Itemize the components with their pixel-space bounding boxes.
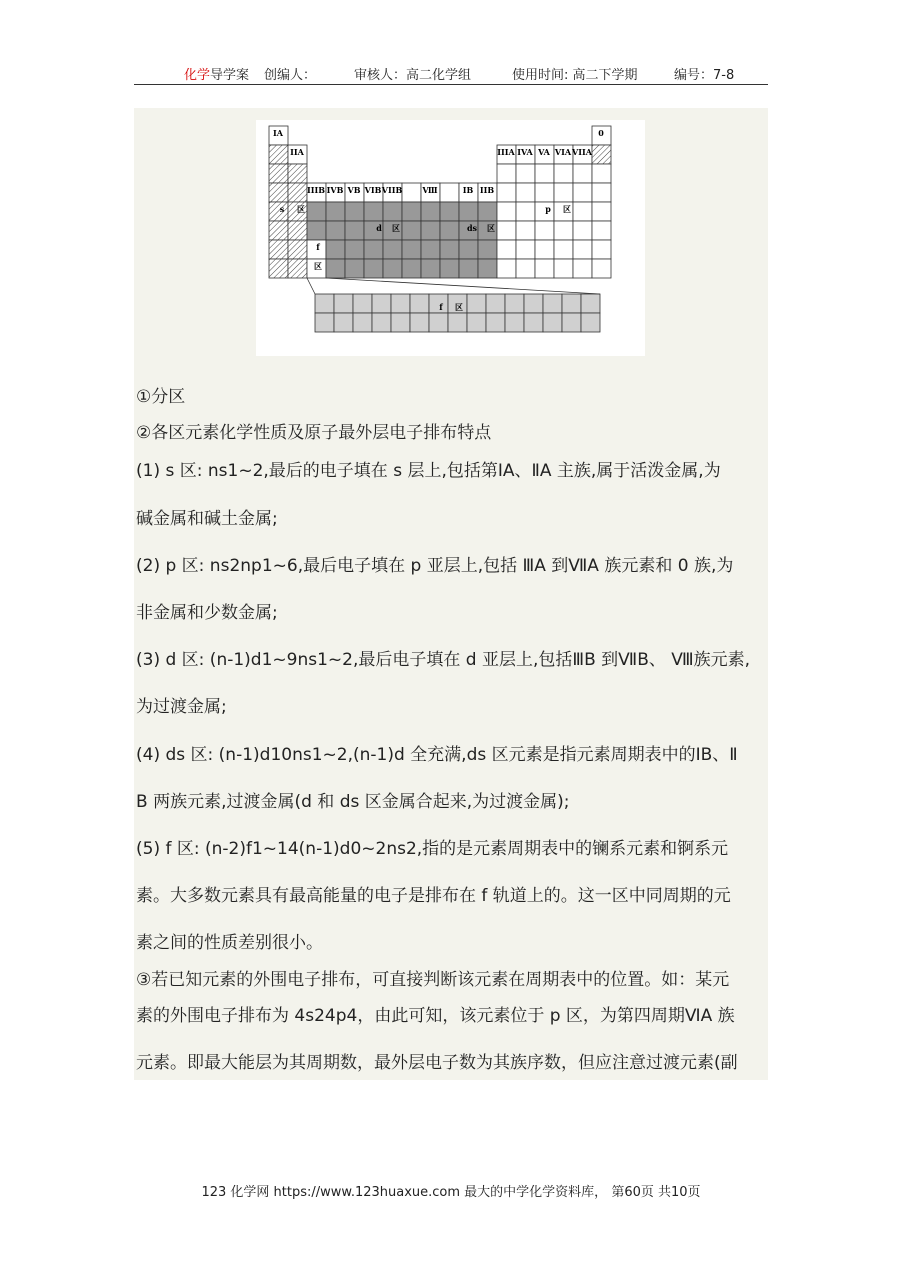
table-cell-p-block [554,240,573,259]
connector-line [326,278,600,294]
label-f-region-series: f [439,302,443,312]
table-cell-ds-block [478,259,497,278]
table-cell-p-block [516,183,535,202]
table-cell-f-block [581,294,600,313]
table-cell-ds-block [478,240,497,259]
table-cell-f-block [372,313,391,332]
label-group-va: VA [538,147,550,157]
table-cell-ds-block [459,202,478,221]
table-cell-p-block [592,145,611,164]
table-cell-s-block [269,202,288,221]
table-cell-f-block [315,294,334,313]
label-group-ivb: IVB [326,185,344,195]
label-group-viib: VIIB [381,185,403,195]
table-cell-d-block [326,240,345,259]
text-line: ①分区 [136,387,186,407]
table-cell-d-block [345,259,364,278]
table-cell-d-block [364,259,383,278]
content-panel [134,108,768,1080]
table-cell-d-block [440,202,459,221]
text-line: (2) p 区: ns2np1~6,最后电子填在 p 亚层上,包括 ⅢA 到ⅦA 族元素和 0 族,为 [136,556,734,576]
label-s-qu: 区 [297,204,305,214]
table-cell-p-block [535,164,554,183]
table-cell-f-block [543,294,562,313]
label-p-region: p [545,204,551,214]
table-cell-f-block [391,294,410,313]
table-cell-p-block [497,202,516,221]
table-cell-d-block [421,221,440,240]
table-cell-p-block [573,164,592,183]
table-cell-f-block [486,313,505,332]
table-cell-ds-block [459,259,478,278]
header-author: 创编人： [264,68,317,83]
table-cell-d-block [345,221,364,240]
table-cell-p-block [516,240,535,259]
table-cell-s-block [269,221,288,240]
table-cell-p-block [573,259,592,278]
table-cell-p-block [554,221,573,240]
header-number: 编号：7-8 [674,68,735,83]
table-cell-f-block [524,313,543,332]
table-cell-d-block [345,240,364,259]
table-cell-s-block [288,259,307,278]
text-line: (1) s 区: ns1~2,最后的电子填在 s 层上,包括第ⅠA、ⅡA 主族,属于活泼金属,为 [136,461,721,481]
table-cell-f-block [429,313,448,332]
table-cell-p-block [573,202,592,221]
label-group-iiib: IIIB [307,185,325,195]
table-cell-f-block [562,294,581,313]
periodic-table-diagram [256,120,645,356]
table-cell-f-block [562,313,581,332]
table-cell-f-block [467,294,486,313]
table-cell-header [440,183,459,202]
periodic-table-figure [256,120,645,356]
table-cell-ds-block [459,240,478,259]
text-line: 非金属和少数金属; [136,603,278,623]
label-group-vb: VB [347,185,361,195]
table-cell-p-block [573,183,592,202]
table-cell-s-block [288,240,307,259]
label-ds-qu: 区 [487,223,495,233]
table-cell-p-block [573,221,592,240]
table-cell-d-block [421,240,440,259]
table-cell-f-block [353,313,372,332]
table-cell-f-block [391,313,410,332]
text-line: (3) d 区: (n-1)d1~9ns1~2,最后电子填在 d 亚层上,包括ⅢB 到ⅦB、 Ⅷ族元素, [136,650,751,670]
header-reviewer: 审核人：高二化学组 [354,68,472,83]
table-cell-p-block [535,221,554,240]
label-f-qu-series: 区 [455,302,463,312]
table-cell-s-block [269,259,288,278]
label-group-zero: 0 [598,128,604,138]
text-line: B 两族元素,过渡金属(d 和 ds 区金属合起来,为过渡金属); [136,792,570,812]
text-line: 碱金属和碱土金属; [136,509,278,529]
header-time: 使用时间: 高二下学期 [512,68,638,83]
label-group-ia: IA [273,128,283,138]
label-group-vib: VIB [364,185,382,195]
label-ds-region: ds [466,223,478,233]
label-group-viia: VIIA [572,147,592,157]
table-cell-f-block [410,294,429,313]
table-cell-p-block [535,259,554,278]
table-cell-s-block [269,240,288,259]
table-cell-f-block [505,313,524,332]
table-cell-d-block [402,202,421,221]
table-cell-f-block [334,294,353,313]
text-line: 为过渡金属; [136,697,227,717]
table-cell-d-block [364,240,383,259]
table-cell-f-block [467,313,486,332]
text-line: 素的外围电子排布为 4s24p4，由此可知，该元素位于 p 区，为第四周期ⅥA 族 [136,1006,735,1026]
text-line: ③若已知元素的外围电子排布，可直接判断该元素在周期表中的位置。如：某元 [136,970,730,990]
table-cell-d-block [440,259,459,278]
table-cell-p-block [592,259,611,278]
table-cell-d-block [326,202,345,221]
table-cell-p-block [516,259,535,278]
table-cell-p-block [516,221,535,240]
table-cell-d-block [402,259,421,278]
table-cell-p-block [592,183,611,202]
label-group-viii: Ⅷ [422,185,438,195]
table-cell-d-block [402,221,421,240]
table-cell-s-block [288,221,307,240]
text-line: 素之间的性质差别很小。 [136,933,323,953]
table-cell-f-block [448,313,467,332]
table-cell-d-block [421,202,440,221]
table-cell-f-block [353,294,372,313]
table-cell-f-block [524,294,543,313]
table-cell-f-block [410,313,429,332]
table-cell-p-block [516,202,535,221]
text-line: (5) f 区: (n-2)f1~14(n-1)d0~2ns2,指的是元素周期表中的镧系元素和锕系元 [136,839,729,859]
page-header [134,62,768,85]
table-cell-p-block [497,221,516,240]
table-cell-f-block [486,294,505,313]
table-cell-d-block [345,202,364,221]
f-block-connector [307,278,600,294]
table-cell-f-block [372,294,391,313]
table-cell-d-block [421,259,440,278]
label-f-region-main: f [316,242,320,252]
table-cell-p-block [592,240,611,259]
table-cell-p-block [497,259,516,278]
table-cell-d-block [326,259,345,278]
table-cell-d-block [383,240,402,259]
table-cell-s-block [269,164,288,183]
label-group-ib: IB [462,185,474,195]
table-cell-p-block [554,164,573,183]
table-cell-p-block [554,183,573,202]
table-cell-p-block [592,202,611,221]
label-group-via: VIA [554,147,572,157]
table-cell-s-block [288,164,307,183]
table-cell-s-block [269,145,288,164]
text-line: ②各区元素化学性质及原子最外层电子排布特点 [136,423,492,443]
table-cell-p-block [497,164,516,183]
table-cell-p-block [535,240,554,259]
table-cell-d-block [440,240,459,259]
table-cell-p-block [497,183,516,202]
text-line: 素。大多数元素具有最高能量的电子是排布在 f 轨道上的。这一区中同周期的元 [136,886,731,906]
table-cell-d-block [383,202,402,221]
table-cell-f-block [581,313,600,332]
table-cell-p-block [497,240,516,259]
header-title-red: 化学 [184,68,211,83]
header-title-rest: 导学案 [210,68,250,83]
label-group-iia: IIA [290,147,304,157]
table-cell-d-block [326,221,345,240]
table-cell-d-block [440,221,459,240]
label-group-iiia: IIIA [497,147,515,157]
label-d-region: d [376,223,382,233]
label-group-iva: IVA [517,147,533,157]
text-line: (4) ds 区: (n-1)d10ns1~2,(n-1)d 全充满,ds 区元素是指元素周期表中的ⅠB、Ⅱ [136,745,738,765]
label-f-qu-main: 区 [314,261,322,271]
table-cell-ds-block [478,202,497,221]
table-cell-d-block [383,259,402,278]
header-title [184,64,249,83]
label-group-iib: IIB [479,185,495,195]
table-cell-p-block [516,164,535,183]
table-cell-d-block [364,202,383,221]
table-cell-f-block [505,294,524,313]
table-cell-s-block [269,183,288,202]
table-cell-f-block [334,313,353,332]
table-cell-p-block [592,164,611,183]
table-cell-d-block [307,202,326,221]
label-p-qu: 区 [563,204,571,214]
table-cell-p-block [573,240,592,259]
table-cell-header [402,183,421,202]
label-s-region: s [279,204,285,214]
connector-line [307,278,315,294]
table-cell-s-block [288,183,307,202]
text-line: 元素。即最大能层为其周期数，最外层电子数为其族序数，但应注意过渡元素(副 [136,1053,738,1073]
label-d-qu: 区 [392,223,400,233]
table-cell-p-block [592,221,611,240]
table-cell-p-block [554,259,573,278]
page-footer: 123 化学网 https://www.123huaxue.com 最大的中学化学资料库， 第60页 共10页 [201,1185,701,1200]
table-cell-f-block [543,313,562,332]
table-cell-p-block [535,183,554,202]
table-cell-d-block [402,240,421,259]
table-cell-f-block [315,313,334,332]
table-cell-d-block [307,221,326,240]
